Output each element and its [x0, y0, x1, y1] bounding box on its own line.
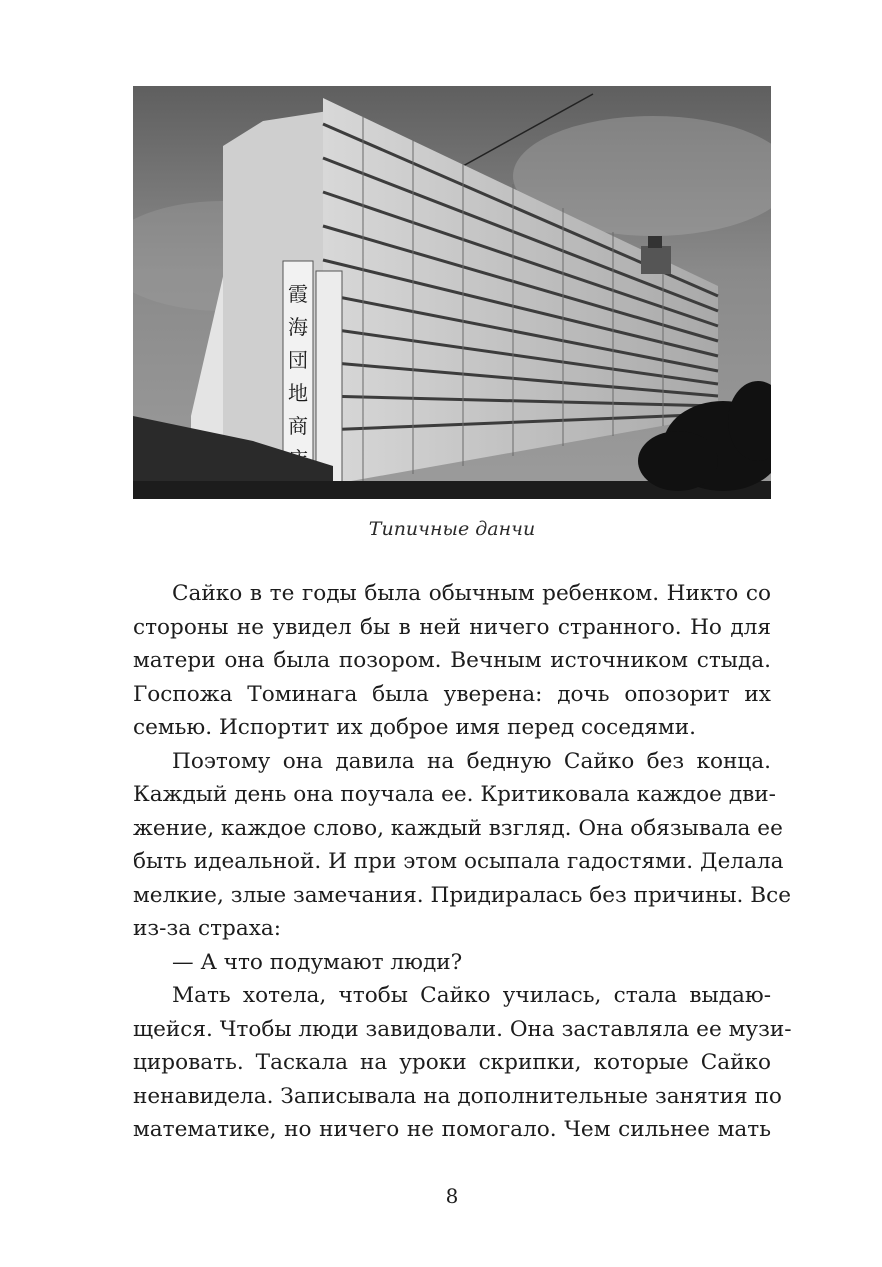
danchi-building-image	[133, 86, 771, 499]
text-line: цировать. Таскала на уроки скрипки, которые Сайко	[133, 1050, 771, 1075]
svg-text:地: 地	[288, 381, 308, 405]
text-line: ненавидела. Записывала на дополнительные занятия по	[133, 1083, 782, 1109]
paragraph	[133, 577, 771, 745]
text-line: Сайко в те годы была обычным ребенком. Никто со	[172, 581, 771, 606]
text-line: Поэтому она давила на бедную Сайко без конца.	[172, 748, 771, 774]
svg-text:霞: 霞	[288, 282, 308, 306]
paragraph	[133, 745, 792, 946]
apartment-building-photo	[133, 86, 771, 499]
photo-caption: Типичные данчи	[368, 518, 536, 540]
text-line: семью. Испортит их доброе имя перед соседями.	[133, 715, 696, 740]
body-text	[133, 577, 792, 1147]
paragraph	[133, 946, 771, 980]
text-line: быть идеальной. И при этом осыпала гадостями. Делала	[133, 849, 784, 874]
svg-text:商: 商	[288, 414, 308, 438]
text-line: стороны не увидел бы в ней ничего странного. Но для	[133, 614, 771, 640]
text-line: щейся. Чтобы люди завидовали. Она заставляла ее музи-	[133, 1016, 792, 1042]
page-number: 8	[445, 1184, 459, 1208]
text-line: из-за страха:	[133, 916, 282, 941]
paragraph	[133, 979, 792, 1147]
text-line: матери она была позором. Вечным источником стыда.	[133, 648, 771, 673]
text-line: жение, каждое слово, каждый взгляд. Она обязывала ее	[133, 815, 783, 841]
dialogue-line: — А что подумают люди?	[172, 949, 463, 975]
svg-text:団: 団	[288, 348, 308, 372]
text-line: мелкие, злые замечания. Придиралась без причины. Все	[133, 882, 792, 908]
text-line: Каждый день она поучала ее. Критиковала каждое дви-	[133, 782, 776, 807]
text-line: Мать хотела, чтобы Сайко училась, стала выдаю-	[172, 983, 771, 1008]
text-line: математике, но ничего не помогало. Чем сильнее мать	[133, 1117, 771, 1142]
text-line: Госпожа Томинага была уверена: дочь опозорит их	[133, 681, 771, 707]
svg-text:海: 海	[288, 315, 308, 339]
